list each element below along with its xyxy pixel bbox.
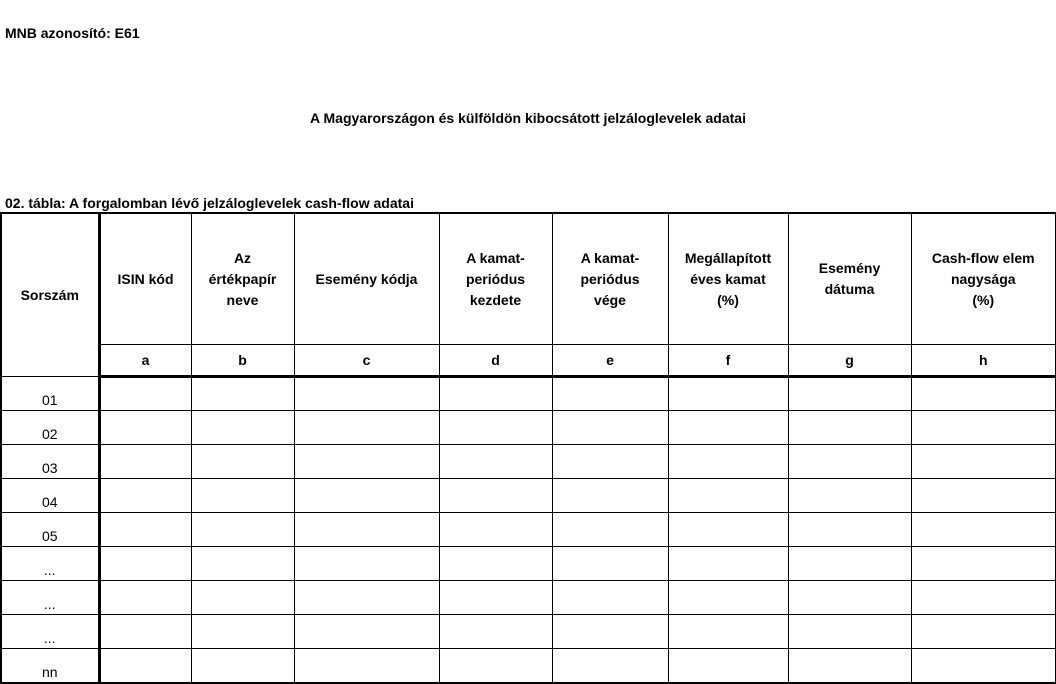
column-header-d <box>439 213 552 345</box>
column-header-line: Esemény <box>818 260 881 276</box>
cash-flow-table <box>0 212 1056 684</box>
cell-d[interactable] <box>439 581 552 615</box>
column-letter-c: c <box>294 345 439 377</box>
cell-f[interactable] <box>668 377 788 411</box>
column-header-line: vége <box>594 291 626 308</box>
cell-c[interactable] <box>294 581 439 615</box>
cell-b[interactable] <box>191 615 294 649</box>
table-row <box>1 377 1056 411</box>
table-row <box>1 581 1056 615</box>
cell-b[interactable] <box>191 547 294 581</box>
cell-d[interactable] <box>439 411 552 445</box>
cell-h[interactable] <box>911 377 1056 411</box>
cell-a[interactable] <box>99 547 191 581</box>
row-number: 04 <box>1 479 99 513</box>
row-number: 03 <box>1 445 99 479</box>
column-header-a <box>99 213 191 345</box>
column-header-line: Esemény kódja <box>315 270 418 287</box>
cell-a[interactable] <box>99 445 191 479</box>
cell-f[interactable] <box>668 581 788 615</box>
cell-e[interactable] <box>552 411 668 445</box>
cell-g[interactable] <box>788 649 911 684</box>
table-caption: 02. tábla: A forgalomban lévő jelzáloglevelek cash-flow adatai <box>5 195 414 211</box>
cell-g[interactable] <box>788 581 911 615</box>
column-letter-d: d <box>439 345 552 377</box>
table-row <box>1 615 1056 649</box>
cell-f[interactable] <box>668 445 788 479</box>
cell-c[interactable] <box>294 649 439 684</box>
column-header-line: éves kamat <box>690 270 766 287</box>
column-header-g <box>788 213 911 345</box>
row-number: ... <box>1 581 99 615</box>
cell-g[interactable] <box>788 377 911 411</box>
column-letter-h: h <box>911 345 1056 377</box>
cell-a[interactable] <box>99 479 191 513</box>
cell-b[interactable] <box>191 649 294 684</box>
column-letter-g: g <box>788 345 911 377</box>
row-number: 01 <box>1 377 99 411</box>
cell-h[interactable] <box>911 445 1056 479</box>
cell-e[interactable] <box>552 377 668 411</box>
cell-f[interactable] <box>668 513 788 547</box>
cell-b[interactable] <box>191 411 294 445</box>
column-header-e <box>552 213 668 345</box>
cell-h[interactable] <box>911 479 1056 513</box>
cell-b[interactable] <box>191 445 294 479</box>
cell-d[interactable] <box>439 547 552 581</box>
cell-g[interactable] <box>788 445 911 479</box>
column-letter-a: a <box>99 345 191 377</box>
cell-g[interactable] <box>788 479 911 513</box>
table-row <box>1 547 1056 581</box>
cell-c[interactable] <box>294 445 439 479</box>
column-header-line: periódus <box>465 270 526 287</box>
cell-g[interactable] <box>788 547 911 581</box>
row-number: 02 <box>1 411 99 445</box>
cell-b[interactable] <box>191 377 294 411</box>
cell-h[interactable] <box>911 547 1056 581</box>
cell-c[interactable] <box>294 479 439 513</box>
cell-e[interactable] <box>552 445 668 479</box>
column-header-line: Megállapított <box>684 249 772 266</box>
cell-d[interactable] <box>439 513 552 547</box>
cell-b[interactable] <box>191 581 294 615</box>
cell-f[interactable] <box>668 615 788 649</box>
cell-h[interactable] <box>911 581 1056 615</box>
cell-d[interactable] <box>439 649 552 684</box>
table-row <box>1 479 1056 513</box>
column-header-f <box>668 213 788 345</box>
cell-e[interactable] <box>552 615 668 649</box>
sorszam-header: Sorszám <box>1 213 99 377</box>
cell-c[interactable] <box>294 615 439 649</box>
cell-d[interactable] <box>439 377 552 411</box>
row-number: nn <box>1 649 99 684</box>
table-row <box>1 445 1056 479</box>
column-header-line: kezdete <box>469 291 522 308</box>
table-row <box>1 411 1056 445</box>
cell-a[interactable] <box>99 581 191 615</box>
column-header-line: Az <box>233 249 252 266</box>
column-header-c <box>294 213 439 345</box>
column-header-line: nagysága <box>950 270 1016 287</box>
cell-e[interactable] <box>552 479 668 513</box>
column-header-line: periódus <box>580 270 640 287</box>
cell-a[interactable] <box>99 615 191 649</box>
cell-e[interactable] <box>552 581 668 615</box>
cell-c[interactable] <box>294 547 439 581</box>
cell-g[interactable] <box>788 615 911 649</box>
cell-g[interactable] <box>788 411 911 445</box>
cell-h[interactable] <box>911 649 1056 684</box>
cell-b[interactable] <box>191 513 294 547</box>
cell-d[interactable] <box>439 445 552 479</box>
cell-h[interactable] <box>911 615 1056 649</box>
cell-c[interactable] <box>294 513 439 547</box>
row-number: 05 <box>1 513 99 547</box>
cell-h[interactable] <box>911 411 1056 445</box>
table-row <box>1 649 1056 684</box>
cell-h[interactable] <box>911 513 1056 547</box>
column-header-line: dátuma <box>824 281 875 297</box>
cell-b[interactable] <box>191 479 294 513</box>
column-header-line: értékpapír <box>208 270 277 287</box>
column-header-line: (%) <box>717 291 739 308</box>
column-header-line: Cash-flow elem <box>931 249 1035 266</box>
column-header-line: ISIN kód <box>117 270 174 287</box>
cell-c[interactable] <box>294 411 439 445</box>
row-number: ... <box>1 547 99 581</box>
cell-a[interactable] <box>99 377 191 411</box>
cell-g[interactable] <box>788 513 911 547</box>
cell-f[interactable] <box>668 411 788 445</box>
column-header-line: neve <box>226 291 259 308</box>
column-letter-e: e <box>552 345 668 377</box>
row-number: ... <box>1 615 99 649</box>
table-row <box>1 513 1056 547</box>
cell-f[interactable] <box>668 547 788 581</box>
cell-e[interactable] <box>552 547 668 581</box>
cell-e[interactable] <box>552 513 668 547</box>
mnb-identifier: MNB azonosító: E61 <box>5 25 140 41</box>
cell-c[interactable] <box>294 377 439 411</box>
document-title: A Magyarországon és külföldön kibocsátott jelzáloglevelek adatai <box>310 110 746 126</box>
cell-d[interactable] <box>439 479 552 513</box>
column-header-line: A kamat- <box>580 249 640 266</box>
column-header-line: A kamat- <box>466 249 525 266</box>
cell-a[interactable] <box>99 513 191 547</box>
cell-f[interactable] <box>668 649 788 684</box>
cell-d[interactable] <box>439 615 552 649</box>
cell-e[interactable] <box>552 649 668 684</box>
column-header-b <box>191 213 294 345</box>
column-letter-f: f <box>668 345 788 377</box>
cell-f[interactable] <box>668 479 788 513</box>
column-letter-b: b <box>191 345 294 377</box>
cell-a[interactable] <box>99 411 191 445</box>
cell-a[interactable] <box>99 649 191 684</box>
column-header-h <box>911 213 1056 345</box>
column-header-line: (%) <box>972 291 995 308</box>
